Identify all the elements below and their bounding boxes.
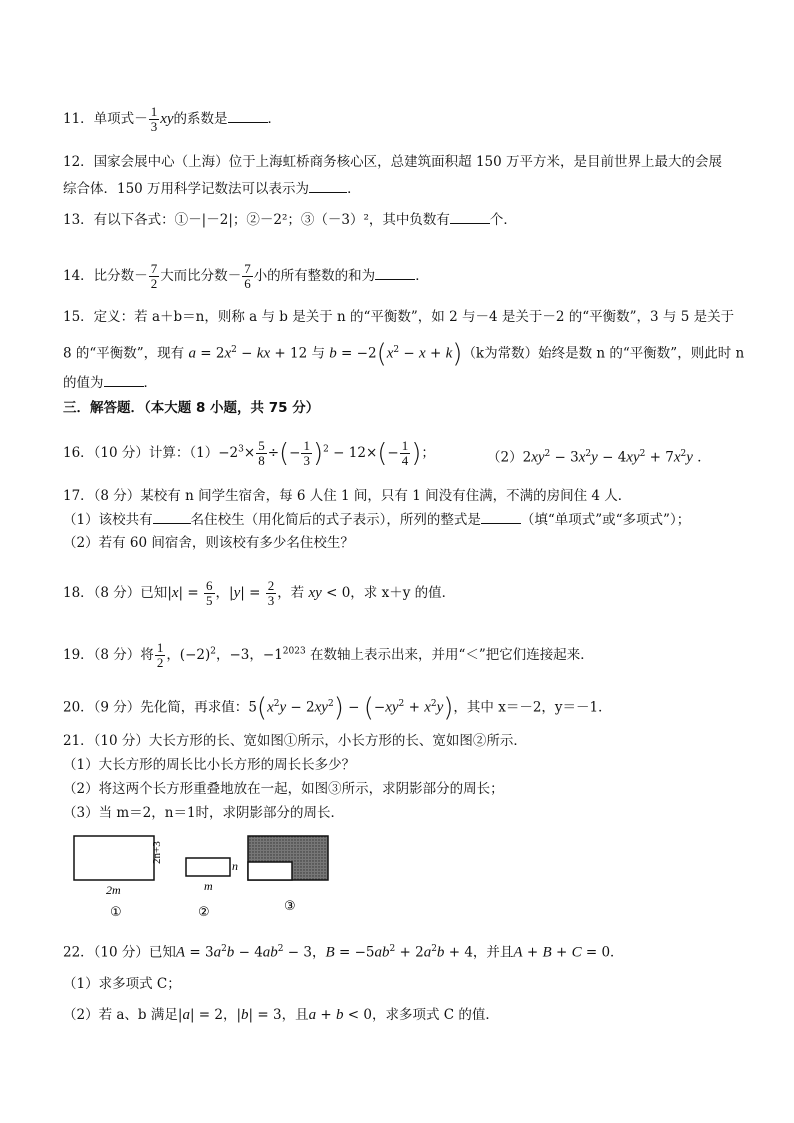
fig3-caption: ③ bbox=[284, 899, 296, 914]
q22-text-3a: （2）若 a、b 满足 bbox=[63, 1007, 178, 1023]
q21-text-3: （2）将这两个长方形重叠地放在一起，如图③所示，求阴影部分的周长； bbox=[63, 781, 504, 797]
q21-text-4: （3）当 m＝2，n＝1时，求阴影部分的周长． bbox=[63, 805, 345, 821]
question-17-line3 bbox=[63, 533, 354, 553]
fraction: $\frac{7}{6}$ bbox=[244, 261, 251, 291]
q22-tail: ，并且 bbox=[472, 944, 514, 961]
question-17-line1 bbox=[63, 486, 631, 506]
fraction: $\frac{1}{2}$ bbox=[156, 640, 164, 670]
q20-head: 20．（9 分）先化简，再求值： bbox=[63, 699, 249, 716]
fraction: $\frac{1}{3}$ bbox=[150, 104, 158, 134]
fraction: $\frac{1}{3}$ bbox=[303, 438, 310, 468]
q15-text-2b: （k为常数）始终是数 n 的“平衡数”，则此时 n bbox=[462, 345, 745, 362]
q17-text-2c: （填“单项式”或“多项式”）； bbox=[520, 512, 691, 528]
q15-text-3: 的值为 bbox=[63, 375, 104, 391]
big-rectangle bbox=[74, 836, 154, 880]
question-15-line3 bbox=[63, 372, 157, 393]
q15-text-2a: 8 的“平衡数”，现有 bbox=[63, 345, 185, 362]
question-20: 20．（9 分）先化简，再求值：$5(x^2y - 2xy^2) - (-xy^2 + x^2y)$，其中 x＝－2，y＝－1． bbox=[63, 693, 612, 723]
q19-tail: 在数轴上表示出来，并用“＜”把它们连接起来． bbox=[310, 647, 594, 663]
q22-head: 22．（10 分）已知 bbox=[63, 944, 176, 961]
question-14: 14．比分数－ $\frac{7}{2}$ 大而比分数－ $\frac{7}{6}$ 小的所有整数的和为 ． bbox=[63, 261, 429, 291]
question-21-line1 bbox=[63, 731, 527, 751]
question-22-line1: 22．（10 分）已知$A = 3a^2b - 4ab^2 - 3$，$B = -5ab^2 + 2a^2b + 4$，并且A + B + C = 0． bbox=[63, 944, 624, 961]
q16-part2-label: （2） bbox=[487, 449, 523, 466]
q15-text-1: 15．定义：若 a＋b＝n，则称 a 与 b 是关于 n 的“平衡数”，如 2 与－4 是关于－2 的“平衡数”，3 与 5 是关于 bbox=[63, 309, 735, 325]
fraction: $\frac{7}{2}$ bbox=[150, 261, 158, 291]
fig2-caption: ② bbox=[198, 905, 210, 920]
q20-tail: ，其中 x＝－2，y＝－1． bbox=[453, 699, 612, 716]
question-11: 11．单项式－ $\frac{1}{3}$ xy的系数是 ． bbox=[63, 104, 282, 134]
q17-text-2a: （1）该校共有 bbox=[63, 512, 153, 528]
question-16: 16．（10 分）计算：$(1)-2^3\times$ $\frac{5}{8}$ ÷(− $\frac{1}{3}$ )$^2$ − 12×(− $\frac{1}{4}$ )； bbox=[63, 438, 435, 469]
question-12-line2 bbox=[63, 178, 361, 199]
q18-head: 18．（8 分）已知 bbox=[63, 585, 168, 601]
q12-text-1: 12．国家会展中心（上海）位于上海虹桥商务核心区，总建筑面积超 150 万平方米，是目前世界上最大的会展 bbox=[63, 154, 723, 170]
answer-blank[interactable] bbox=[228, 108, 268, 123]
answer-blank[interactable] bbox=[481, 509, 521, 524]
small-rectangle bbox=[186, 858, 230, 876]
fraction: $\frac{2}{3}$ bbox=[267, 578, 275, 608]
question-12-line1 bbox=[63, 152, 722, 172]
q18-tail: ，求 x＋y 的值． bbox=[350, 585, 456, 601]
section-heading bbox=[63, 398, 319, 418]
section-title: 三．解答题．（本大题 8 小题，共 75 分） bbox=[63, 400, 320, 416]
overlap-rectangle bbox=[248, 862, 292, 880]
q21-text-2: （1）大长方形的周长比小长方形的周长长多少？ bbox=[63, 757, 356, 773]
fraction: $\frac{5}{8}$ bbox=[258, 438, 265, 468]
q13-end: 个． bbox=[489, 212, 517, 228]
question-15-line2: 8 的“平衡数”，现有 $a = 2x^2$ − kx + 12 与 $b = -2(x^2 - x + k)(k$为常数）始终是数 n 的“平衡数”，则此时 n bbox=[63, 339, 745, 369]
answer-blank[interactable] bbox=[104, 372, 144, 387]
fig1-length-label: 2m bbox=[106, 883, 121, 897]
question-17-line2 bbox=[63, 509, 690, 530]
q22-text-2: （1）求多项式 C； bbox=[63, 976, 181, 992]
q12-end: ． bbox=[347, 181, 361, 197]
question-21-line3 bbox=[63, 779, 504, 799]
question-21-line4 bbox=[63, 803, 344, 823]
q22-text-3b: ，且 bbox=[281, 1007, 309, 1023]
question-16-part2: $(2)2xy^2 - 3x^2y - 4xy^2 + 7x^2y$ ． bbox=[487, 449, 711, 466]
fig1-caption: ① bbox=[110, 905, 122, 920]
q21-text-1: 21．（10 分）大长方形的长、宽如图①所示，小长方形的长、宽如图②所示． bbox=[63, 733, 527, 749]
q13-parts: ；②－2²；③（－3）²，其中负数有 bbox=[232, 212, 450, 228]
question-21-line2 bbox=[63, 755, 355, 775]
q16-sep: ； bbox=[421, 445, 435, 461]
answer-blank[interactable] bbox=[153, 509, 191, 524]
fig2-length-label: m bbox=[204, 879, 213, 893]
q17-text-1: 17．（8 分）某校有 n 间学生宿舍，每 6 人住 1 间，只有 1 间没有住满，不满的房间住 4 人． bbox=[63, 488, 632, 504]
q14-tail: 小的所有整数的和为 bbox=[253, 268, 376, 284]
q11-label: 11．单项式 bbox=[63, 111, 135, 127]
q14-mid: 大而比分数 bbox=[160, 268, 228, 284]
q17-text-2b: 名住校生（用化简后的式子表示），所列的整式是 bbox=[190, 512, 481, 528]
q11-tail: 的系数是 bbox=[173, 111, 228, 127]
question-13: 13．有以下各式：①－|－2|；②－2²；③（－3）²，其中负数有 个． bbox=[63, 209, 517, 230]
q12-text-2: 综合体．150 万用科学记数法可以表示为 bbox=[63, 181, 310, 197]
question-18: 18．（8 分）已知|x| = $\frac{6}{5}$ ，|y| = $\frac{2}{3}$ ，若 xy < 0，求 x＋y 的值． bbox=[63, 578, 456, 608]
q11-end: ． bbox=[267, 111, 282, 127]
answer-blank[interactable] bbox=[309, 178, 347, 193]
q17-text-3: （2）若有 60 间宿舍，则该校有多少名住校生？ bbox=[63, 535, 354, 551]
q13-text: 13．有以下各式：① bbox=[63, 212, 189, 228]
q22-text-3c: ，求多项式 C 的值． bbox=[371, 1007, 499, 1023]
q14-head: 14．比分数 bbox=[63, 268, 135, 284]
q16-head: 16．（10 分）计算：（1） bbox=[63, 445, 219, 461]
fraction: $\frac{6}{5}$ bbox=[206, 578, 213, 608]
q15-end: ． bbox=[143, 375, 157, 391]
q14-end: ． bbox=[415, 268, 429, 284]
question-19: 19．（8 分）将 $\frac{1}{2}$ ，$(-2)^2$，−3，$-1^{2023}$ 在数轴上表示出来，并用“＜”把它们连接起来． bbox=[63, 640, 594, 670]
question-22-line2 bbox=[63, 974, 181, 994]
q19-head: 19．（8 分）将 bbox=[63, 647, 154, 663]
question-15-line1 bbox=[63, 307, 734, 327]
question-22-line3: （2）若 a、b 满足|a| = 2，|b| = 3，且a + b < 0，求多项式 C 的值． bbox=[63, 1007, 499, 1023]
fig1-width-label: 2n+3 bbox=[151, 841, 163, 864]
fraction: $\frac{1}{4}$ bbox=[401, 438, 409, 468]
rectangle-figures bbox=[66, 830, 346, 922]
answer-blank[interactable] bbox=[450, 209, 490, 224]
fig2-width-label: n bbox=[232, 859, 238, 873]
answer-blank[interactable] bbox=[375, 265, 415, 280]
